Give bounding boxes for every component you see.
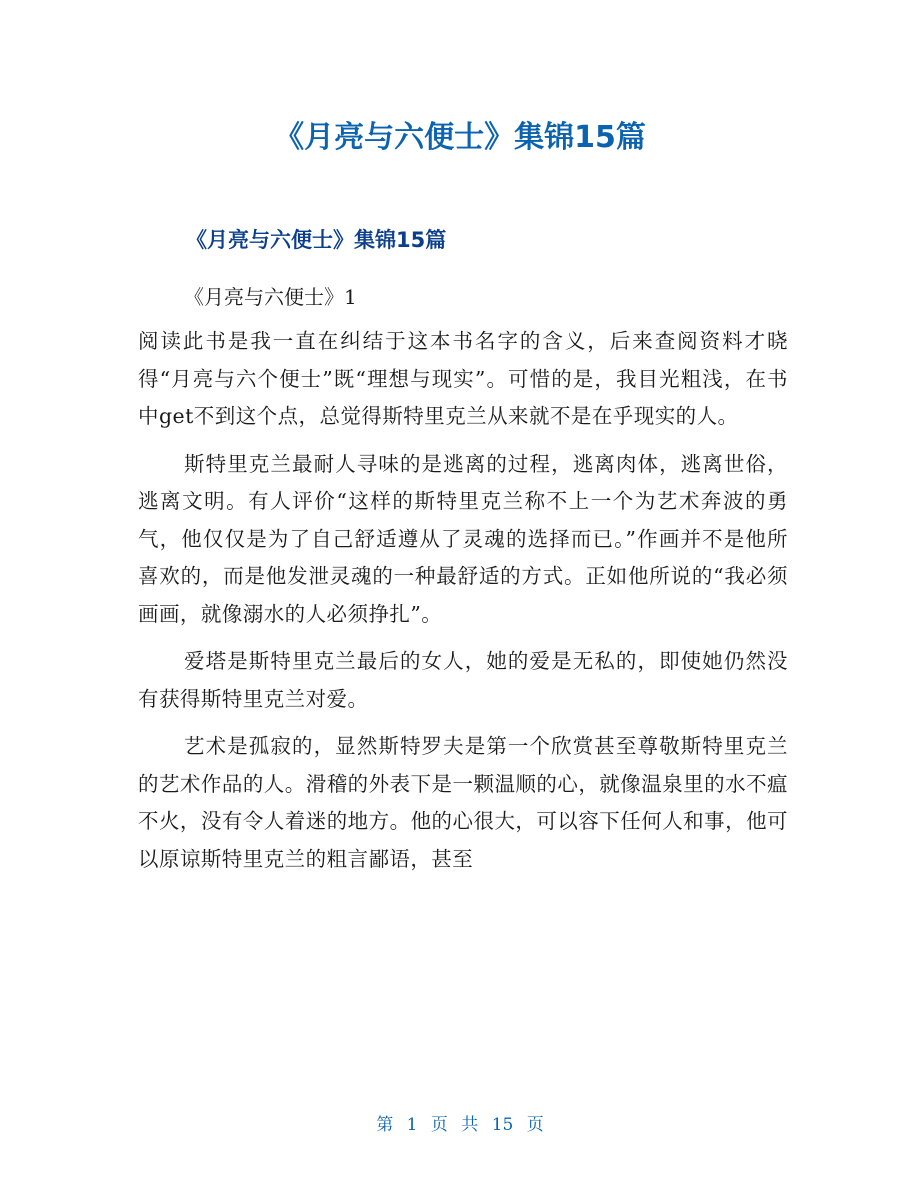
document-title: 《月亮与六便士》集锦15篇 bbox=[274, 120, 646, 155]
page-footer bbox=[0, 1112, 920, 1138]
paragraph-2: 斯特里克兰最耐人寻味的是逃离的过程，逃离肉体，逃离世俗，逃离文明。有人评价“这样的斯特里克兰称不上一个为艺术奔波的勇气，他仅仅是为了自己舒适遵从了灵魂的选择而已。”作画并不是他所喜欢的，而是他发泄灵魂的一种最舒适的方式。正如他所说的“我必须画画，就像溺水的人必须挣扎”。 bbox=[138, 451, 788, 626]
document-body bbox=[138, 323, 788, 888]
paragraph-4: 艺术是孤寂的，显然斯特罗夫是第一个欣赏甚至尊敬斯特里克兰的艺术作品的人。滑稽的外表下是一颗温顺的心，就像温泉里的水不瘟不火，没有令人着迷的地方。他的心很大，可以容下任何人和事，他可以原谅斯特里克兰的粗言鄙语，甚至 bbox=[138, 734, 788, 871]
page-indicator: 第 1 页 共 15 页 bbox=[376, 1115, 544, 1135]
paragraph-3: 爱塔是斯特里克兰最后的女人，她的爱是无私的，即使她仍然没有获得斯特里克兰对爱。 bbox=[138, 649, 788, 711]
sub-heading: 《月亮与六便士》1 bbox=[184, 285, 357, 309]
paragraph-1: 阅读此书是我一直在纠结于这本书名字的含义，后来查阅资料才晓得“月亮与六个便士”既“理想与现实”。可惜的是，我目光粗浅，在书中get不到这个点，总觉得斯特里克兰从来就不是在乎现实的人。 bbox=[138, 329, 788, 428]
section-heading: 《月亮与六便士》集锦15篇 bbox=[186, 228, 447, 252]
